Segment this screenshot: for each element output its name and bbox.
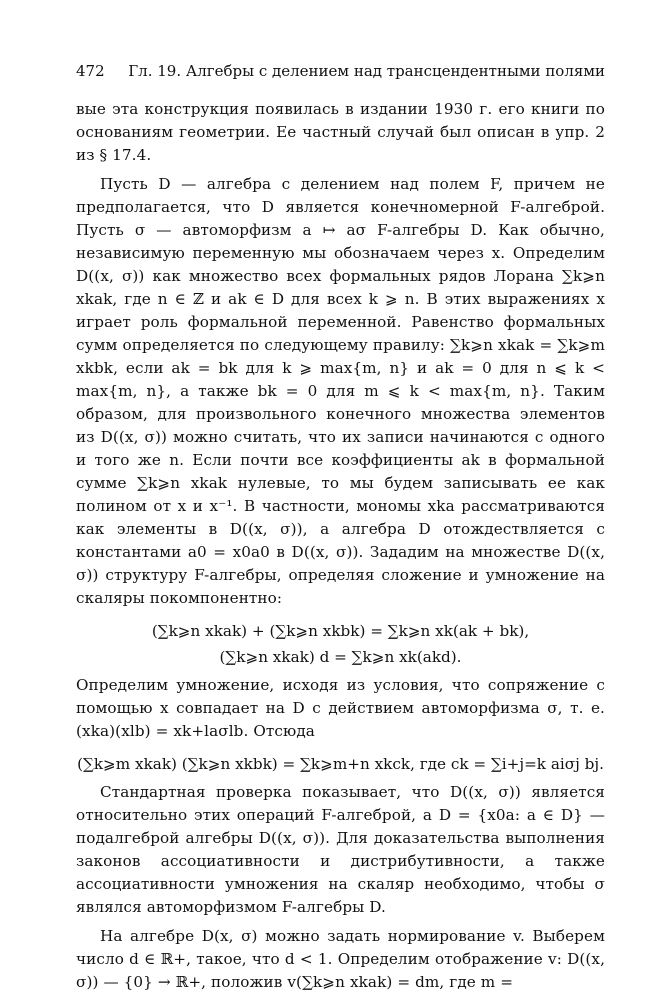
book-page <box>76 62 605 1000</box>
page-header <box>76 62 605 80</box>
formula-addition-block <box>76 618 605 670</box>
paragraph-2: Пусть D — алгебра с делением над полем F, причем не предполагается, что D является конечномерной F-алгеброй. Пусть σ — автоморфизм a ↦ aσ F-алгебры D. Как обычно, независимую переменную мы обозначаем через x. Определим D((x, σ)) как множество всех формальных рядов Лорана ∑k⩾n xkak, где n ∈ ℤ и ak ∈ D для всех k ⩾ n. В этих выражениях x играет роль формальной переменной. Равенство формальных сумм определяется по следующему правилу: ∑k⩾n xkak = ∑k⩾m xkbk, если ak = bk для k ⩾ max{m, n} и ak = 0 для n ⩽ k < max{m, n}, а также bk = 0 для m ⩽ k < max{m, n}. Таким образом, для произвольного конечного множества элементов из D((x, σ)) можно считать, что их записи начинаются с одного и того же n. Если почти все коэффициенты ak в формальной сумме ∑k⩾n xkak нулевые, то мы будем записывать ее как полином от x и x⁻¹. В частности, мономы xka рассматриваются как элементы в D((x, σ)), а алгебра D отождествляется с константами a0 = x0a0 в D((x, σ)). Зададим на множестве D((x, σ)) структуру F-алгебры, определяя сложение и умножение на скаляры покомпонентно: <box>76 175 605 607</box>
running-title: Гл. 19. Алгебры с делением над трансцендентными полями <box>128 62 605 80</box>
formula-product-block <box>76 751 605 777</box>
paragraph-5: На алгебре D(x, σ) можно задать нормирование v. Выберем число d ∈ ℝ+, такое, что d < 1. Определим отображение v: D((x, σ)) — {0} → ℝ+, положив v(∑k⩾n xkak) = dm, где m = <box>76 927 605 991</box>
paragraph-1: вые эта конструкция появилась в издании 1930 г. его книги по основаниям геометрии. Ее частный случай был описан в упр. 2 из § 17.4. <box>76 100 605 164</box>
paragraph-4: Стандартная проверка показывает, что D((x, σ)) является относительно этих операций F-алгеброй, а D = {x0a: a ∈ D} — подалгеброй алгебры D((x, σ)). Для доказательства выполнения законов ассоциативности и дистрибутивности, а также ассоциативности умножения на скаляр необходимо, чтобы σ являлся автоморфизмом F-алгебры D. <box>76 783 605 916</box>
formula-addition: (∑k⩾n xkak) + (∑k⩾n xkbk) = ∑k⩾n xk(ak + bk), <box>151 622 530 640</box>
formula-product: (∑k⩾m xkak) (∑k⩾n xkbk) = ∑k⩾m+n xkck, где ck = ∑i+j=k aiσj bj. <box>77 755 604 773</box>
formula-scalar: (∑k⩾n xkak) d = ∑k⩾n xk(akd). <box>219 648 462 666</box>
paragraph-3: Определим умножение, исходя из условия, что сопряжение с помощью x совпадает на D с действием автоморфизма σ, т. е. (xka)(xlb) = xk+laσlb. Отсюда <box>76 676 605 740</box>
page-number: 472 <box>76 62 105 80</box>
